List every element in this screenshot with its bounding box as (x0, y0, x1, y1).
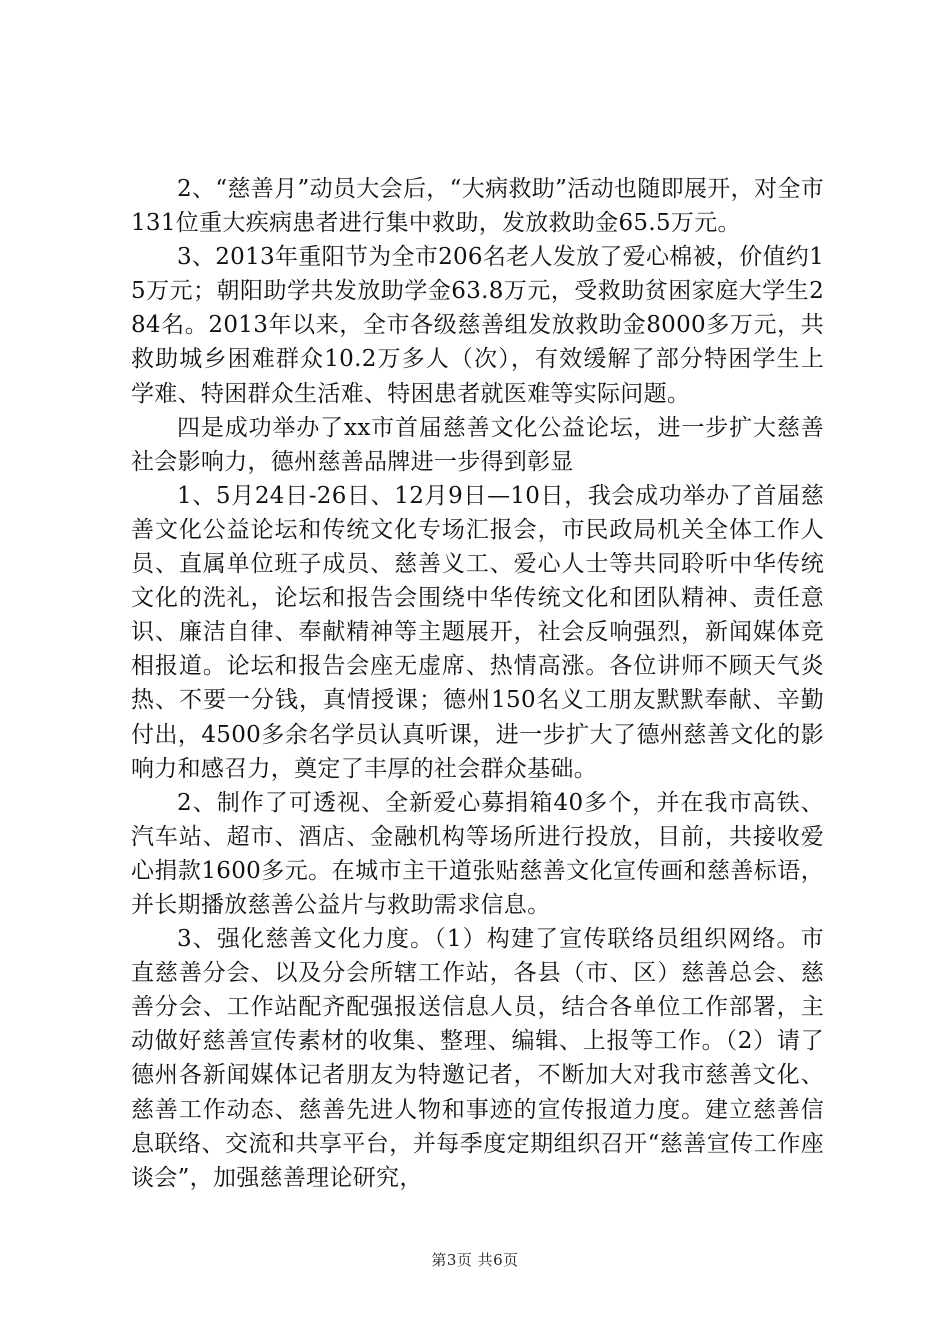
paragraph-major-disease-relief: 2、“慈善月”动员大会后，“大病救助”活动也随即展开，对全市131位重大疾病患者进行集中救助，发放救助金65.5万元。 (131, 176, 824, 237)
paragraph-section-four-heading: 四是成功举办了xx市首届慈善文化公益论坛，进一步扩大慈善社会影响力，德州慈善品牌进一步得到彰显 (131, 414, 824, 475)
paragraph-forum-report: 1、5月24日-26日、12月9日—10日，我会成功举办了首届慈善文化公益论坛和传统文化专场汇报会，市民政局机关全体工作人员、直属单位班子成员、慈善义工、爱心人士等共同聆听中华传统文化的洗礼，论坛和报告会围绕中华传统文化和团队精神、责任意识、廉洁自律、奉献精神等主题展开，社会反响强烈，新闻媒体竞相报道。论坛和报告会座无虚席、热情高涨。各位讲师不顾天气炎热、不要一分钱，真情授课；德州150名义工朋友默默奉献、辛勤付出，4500多余名学员认真听课，进一步扩大了德州慈善文化的影响力和感召力，奠定了丰厚的社会群众基础。 (131, 482, 824, 782)
paragraph-charity-culture: 3、强化慈善文化力度。（1）构建了宣传联络员组织网络。市直慈善分会、以及分会所辖工作站，各县（市、区）慈善总会、慈善分会、工作站配齐配强报送信息人员，结合各单位工作部署，主动做好慈善宣传素材的收集、整理、编辑、上报等工作。（2）请了德州各新闻媒体记者朋友为特邀记者，不断加大对我市慈善文化、慈善工作动态、慈善先进人物和事迹的宣传报道力度。建立慈善信息联络、交流和共享平台，并每季度定期组织召开“慈善宣传工作座谈会”，加强慈善理论研究， (131, 926, 824, 1191)
document-body (131, 172, 824, 1195)
paragraph-double-ninth-aid: 3、2013年重阳节为全市206名老人发放了爱心棉被，价值约15万元；朝阳助学共发放助学金63.8万元，受救助贫困家庭大学生284名。2013年以来，全市各级慈善组发放救助金8000多万元，共救助城乡困难群众10.2万多人（次），有效缓解了部分特困学生上学难、特困群众生活难、特困患者就医难等实际问题。 (131, 244, 824, 407)
page-footer: 第3页 共6页 (431, 1251, 519, 1269)
paragraph-donation-boxes: 2、制作了可透视、全新爱心募捐箱40多个，并在我市高铁、汽车站、超市、酒店、金融机构等场所进行投放，目前，共接收爱心捐款1600多元。在城市主干道张贴慈善文化宣传画和慈善标语，并长期播放慈善公益片与救助需求信息。 (131, 789, 824, 918)
